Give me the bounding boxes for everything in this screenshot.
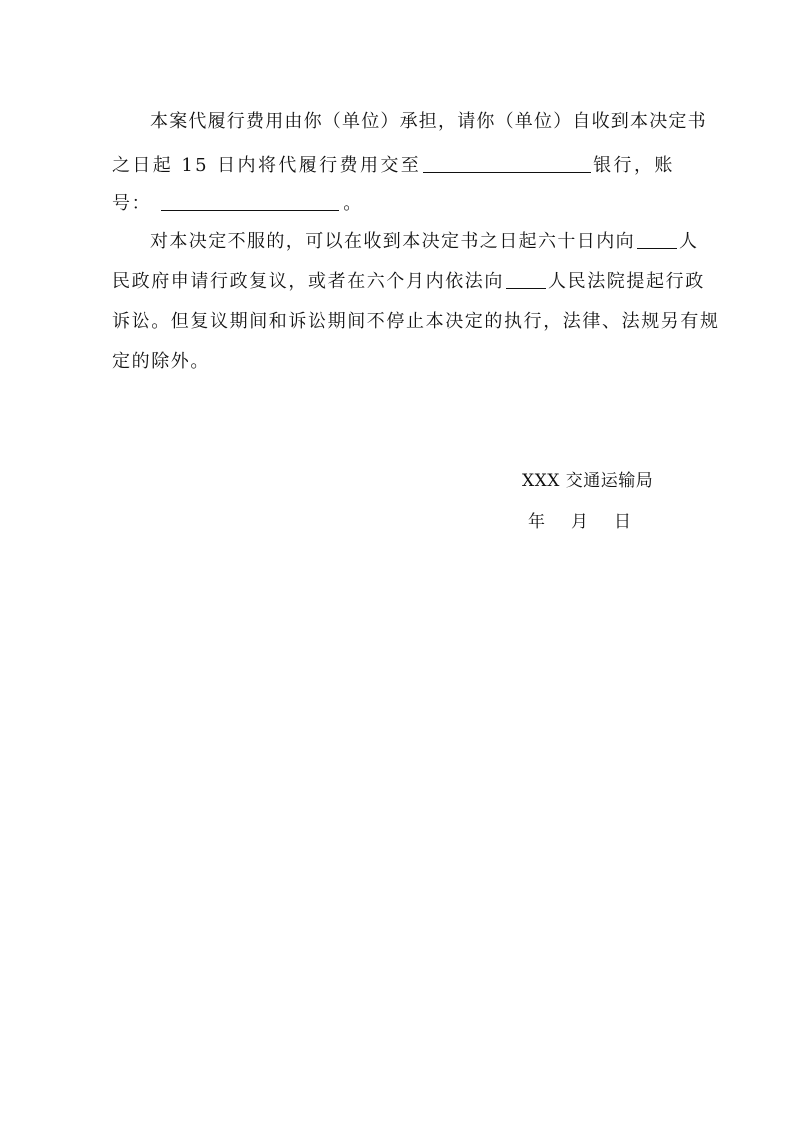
date-month: 月 xyxy=(571,512,588,532)
fee-text-3a: 号： xyxy=(112,193,152,214)
fee-text-3b: 。 xyxy=(343,193,363,214)
account-number-blank xyxy=(161,192,339,211)
date-year: 年 xyxy=(528,512,545,532)
signature-date xyxy=(528,511,631,533)
appeal-text-3: 诉讼。但复议期间和诉讼期间不停止本决定的执行，法律、法规另有规 xyxy=(112,311,720,332)
appeal-text-2a: 民政府申请行政复议，或者在六个月内依法向 xyxy=(112,271,504,292)
paragraph-fee-line-3 xyxy=(112,192,692,216)
fee-text-2a: 之日起 15 日内将代履行费用交至 xyxy=(112,155,422,176)
date-day: 日 xyxy=(614,512,631,532)
paragraph-appeal-line-4 xyxy=(112,350,692,374)
paragraph-appeal-line-1 xyxy=(150,230,699,254)
appeal-text-2b: 人民法院提起行政 xyxy=(548,271,705,292)
issuing-authority: XXX 交通运输局 xyxy=(522,471,654,491)
fee-text-2b: 银行，账 xyxy=(593,155,675,176)
paragraph-fee-line-2 xyxy=(112,154,697,178)
paragraph-appeal-line-2 xyxy=(112,270,705,294)
appeal-text-1b: 人 xyxy=(679,231,699,252)
appeal-text-1a: 对本决定不服的，可以在收到本决定书之日起六十日内向 xyxy=(150,231,635,252)
paragraph-appeal-line-3 xyxy=(112,310,720,334)
fee-text-1: 本案代履行费用由你（单位）承担，请你（单位）自收到本决定书 xyxy=(150,111,707,132)
court-blank xyxy=(506,270,546,289)
bank-name-blank xyxy=(423,154,591,173)
appeal-text-4: 定的除外。 xyxy=(112,351,210,372)
paragraph-fee-line-1 xyxy=(150,110,707,134)
government-blank xyxy=(637,230,677,249)
